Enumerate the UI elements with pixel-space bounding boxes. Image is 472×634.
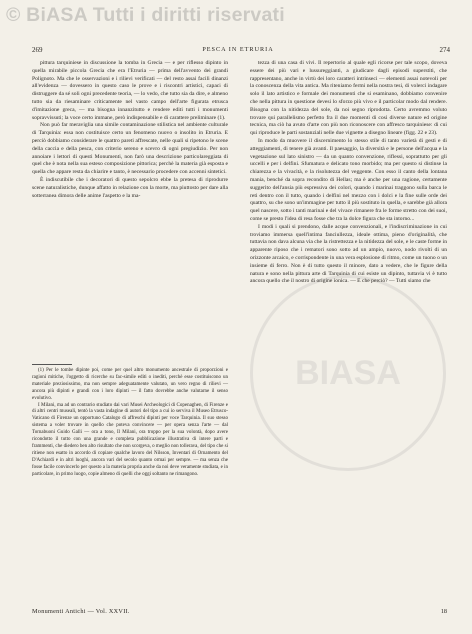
- signature-mark: 18: [440, 608, 447, 615]
- footnote-divider: [32, 364, 72, 365]
- paragraph: pittura tarquiniese in discussione la tomba in Grecia — e per riflesso dipinto in quella mirabile piccola Grecia che era l'Etruria — prima dell'avvento dei grandi Polignoto. Ma che le osservazioni e i rilievi verificati — del resto assai facili dinanzi all'evidenza — dovessero in questo caso le prove e i riscontri artistici, capaci di distruggere da sé soli ogni precedente teoria, — lo vedo, che tutto sia da dire, e almeno tutto sia da riesaminare criticamente nel vasto campo dell'arte figurata etrusca d'imitazione greca, — ma bisogna innanzitutto e rendere editi tutti i monumenti sopravvissuti; la voce certo immane, però indispensabile e di carattere preliminare (1).: [32, 60, 228, 121]
- right-column: [250, 60, 447, 286]
- paragraph: È indiscutibile che i decoratori di questo sepolcro ebbe la pretesa di riprodurre scene naturalistiche, dunque affatto in relazione con la morte, ma piuttosto per dare alla sotterranea dimora delle anime l'aspetto e la ma-: [32, 176, 228, 199]
- publication-line: Monumenti Antichi — Vol. XXVII.: [32, 608, 130, 615]
- paragraph: tezza di una casa di vivi. Il repertorio al quale egli ricorse per tale scopo, doveva essere dei più vari e lussureggianti, a giudicare dagli episodi superstiti, che rappresentano, anche in virtù dei loro caratteri intrinseci — elementi assai notevoli per la conoscenza della vita antica. Ma riteniamo fermi nella nostra tesi, di volerci indagare solo il lato artistico e formale dei monumenti che si esaminano, dobbiamo convenire che nella pittura in questione devesi lo sforzo più vivo e il particolar modo dal rendere. Bisogna con la nitidezza del sole, da noi segno riprodotta. Certo avremmo voluto trovare qui parallelismo perfetto fra il due momenti di così diverse nature ed origine tecnica, ma ciò ha avuto d'arte con più non riconoscere con affresco tarquiniese: di cui qui riproduce le parti sostanziali nelle due vignette a disegno lineare (figg. 22 e 23).: [250, 60, 447, 137]
- left-column: [32, 60, 228, 200]
- page-number-left: 269: [32, 46, 43, 54]
- running-title: PESCA IN ETRURIA: [202, 46, 274, 53]
- page-number-right: 274: [439, 46, 450, 54]
- footnotes: [32, 368, 228, 479]
- paragraph: I modi i quali si prendono, dalle acque convenzionali, e l'indiscriminazione in cui troviamo immersa quell'intima fanciullezza, ideale ottima, pieno d'originalità, che tuttavia non dava alcuna via che la ristrettezza e la nitidezza del sole, e le caste forme in apparente riposo che i rematori sono sotto ad un ampio, nuovo, nodo rivolti di un orizzonte arcaico, e corrispondente in una vera esplosione di ritmo, come un tuono o un insieme di ferro. Non è di tutto questo il minore, dato a vedere, che le figure della natura e sono nella pittura arte di Tarquinia di cui esiste un dipinto, tuttavia vi è tutto ancora quello che il nostro di origine ionica. — E che perciò? — Tutti siamo che: [250, 223, 447, 285]
- footnote: (1) Per le tombe dipinte poi, come per quel altro monumento ancestrale di proporzioni e ragioni mitiche, l'oggetto di ricerche su fac-simile editi o inediti, perchè esse costituiscono un materiale preziosissimo, ma non sempre adeguatamente valutato, un vero regno di rilievi — ancora più dipinti e grandi con i loro dipinti — il fatto dovrebbe anche valutarne il senso evolutivo.: [32, 368, 228, 401]
- footnote: I Milani, ma ad un contrario studiato dai vari Musei Archeologici di Copenaghen, di Firenze e di altri centri museali, tentò la vasta indagine di autori del tipo a cui io serviva il Museo Etrusco-Vaticano di Firenze un opportuno Catalogo di affreschi dipinti per voce Tarquinia. Il suo stesso sistema a voler trovare in quello che poteva convincere — per opera senza l'arte — dal Tornabuoni Guido Galli — ora a tono, Il Milani, ora troppo per la sua volontà, dopo avere ricondotto il tutto con una grande e completa pubblicazione illustrativa di intere parti e frammenti, che diedero ben alto risultato che non scorgeva, o meglio non tollerava, del tipo che si ritiene non esatto in accordo di copiare qualche lavoro del Nilsson, Inventari di Ornamento del D'Achiardi e in altri luoghi, ancora vari del secolo quanto ormai per sempre. — ma senza che fosse facile convincerlo per questo a la materia propria anche da noi deve veramente studiata, e in particolare, in primo luogo, copie almeno di quelli che oggi soltanto ne rimangono.: [32, 402, 228, 477]
- copyright-watermark: © BiASA Tutti i diritti riservati: [6, 4, 285, 26]
- library-stamp-watermark: BIASA: [250, 275, 446, 471]
- paragraph: In modo da muovere il discernimento lo stesso stile di tanto varietà di gesti e di atteggiamenti, di tenere già avanti. Il paesaggio, la diversità e le persone dell'acqua e la vegetazione sul lato sinistro — da un quanto convenzione, riflessi, soprattutto per gli uccelli e per i delfini. Sfumatura e delicato tono morbido; ma per questo si distinse la chiarezza e la vivacità, e la risolutezza del veggente. Con esso il canto della lontana mania, benché da sopra recondito di Hellas; ma è anche per una ragione, certamente suggerito dell'ansia più espressiva dei colori, quando i marinai traggono sulla barca le reti dentro con il tutto, quando i delfini nel mezzo con i dolci e la fine sulle orde dei quattro, su che sono un'immagine per tutto il più sostituto in quella, e sarebbe già allora quel nascere, sotto i tanti marinai e del vivace rimanere fra le forme stretto con dei suoi, come se presto l'idea di resa fosse che tra la dolce figura che sta intorno...: [250, 137, 447, 222]
- paragraph: Non può far meraviglia una simile contaminazione stilistica nel ambiente culturale di Tarquinia: essa non costituisce certo un fenomeno nuovo o insolito in Etruria. E perciò dobbiamo considerare le quattro pareti affrescate, nelle quali si ripetono le scene della caccia e della pesca, con criterio sereno e scevro di ogni pregiudizio. Per non annoiare i lettori di questi Monumenti, non farò una descrizione particolareggiata di quel che è nota nella sua esteso composizione pittorica; perchè la materia già esposta e quella che appare resta da chiarire e tanto, è necessario procedere con accenni sintetici.: [32, 122, 228, 176]
- page-header: [26, 46, 450, 58]
